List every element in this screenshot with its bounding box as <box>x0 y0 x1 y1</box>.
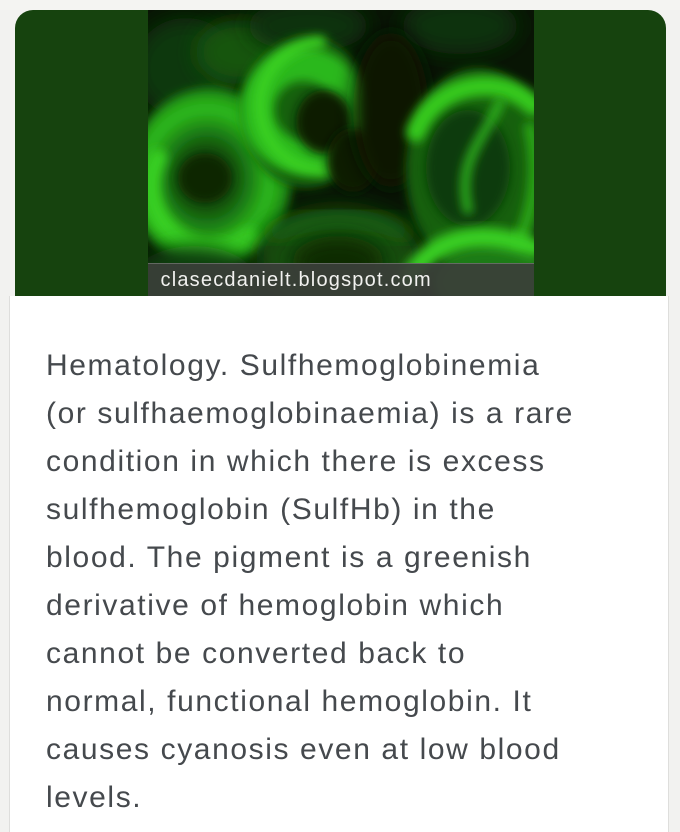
post-image-frame <box>15 10 666 296</box>
paragraph-line: levels. <box>46 781 143 814</box>
paragraph-line: blood. The pigment is a greenish <box>46 541 532 574</box>
watermark-bar <box>148 263 534 296</box>
article-card <box>9 296 669 832</box>
paragraph-line: sulfhemoglobin (SulfHb) in the <box>46 493 496 526</box>
paragraph-line: Hematology. Sulfhemoglobinemia <box>46 349 541 382</box>
paragraph-line: normal, functional hemoglobin. It <box>46 685 533 718</box>
paragraph-line: (or sulfhaemoglobinaemia) is a rare <box>46 397 574 430</box>
page-margin-top <box>0 0 680 10</box>
blood-cells-photo <box>148 10 534 296</box>
image-caption: clasecdanielt.blogspot.com <box>160 268 432 291</box>
paragraph-line: condition in which there is excess <box>46 445 546 478</box>
paragraph-line: derivative of hemoglobin which <box>46 589 505 622</box>
paragraph-line: causes cyanosis even at low blood <box>46 733 561 766</box>
blood-cells-illustration <box>148 10 534 296</box>
paragraph-line: cannot be converted back to <box>46 637 467 670</box>
